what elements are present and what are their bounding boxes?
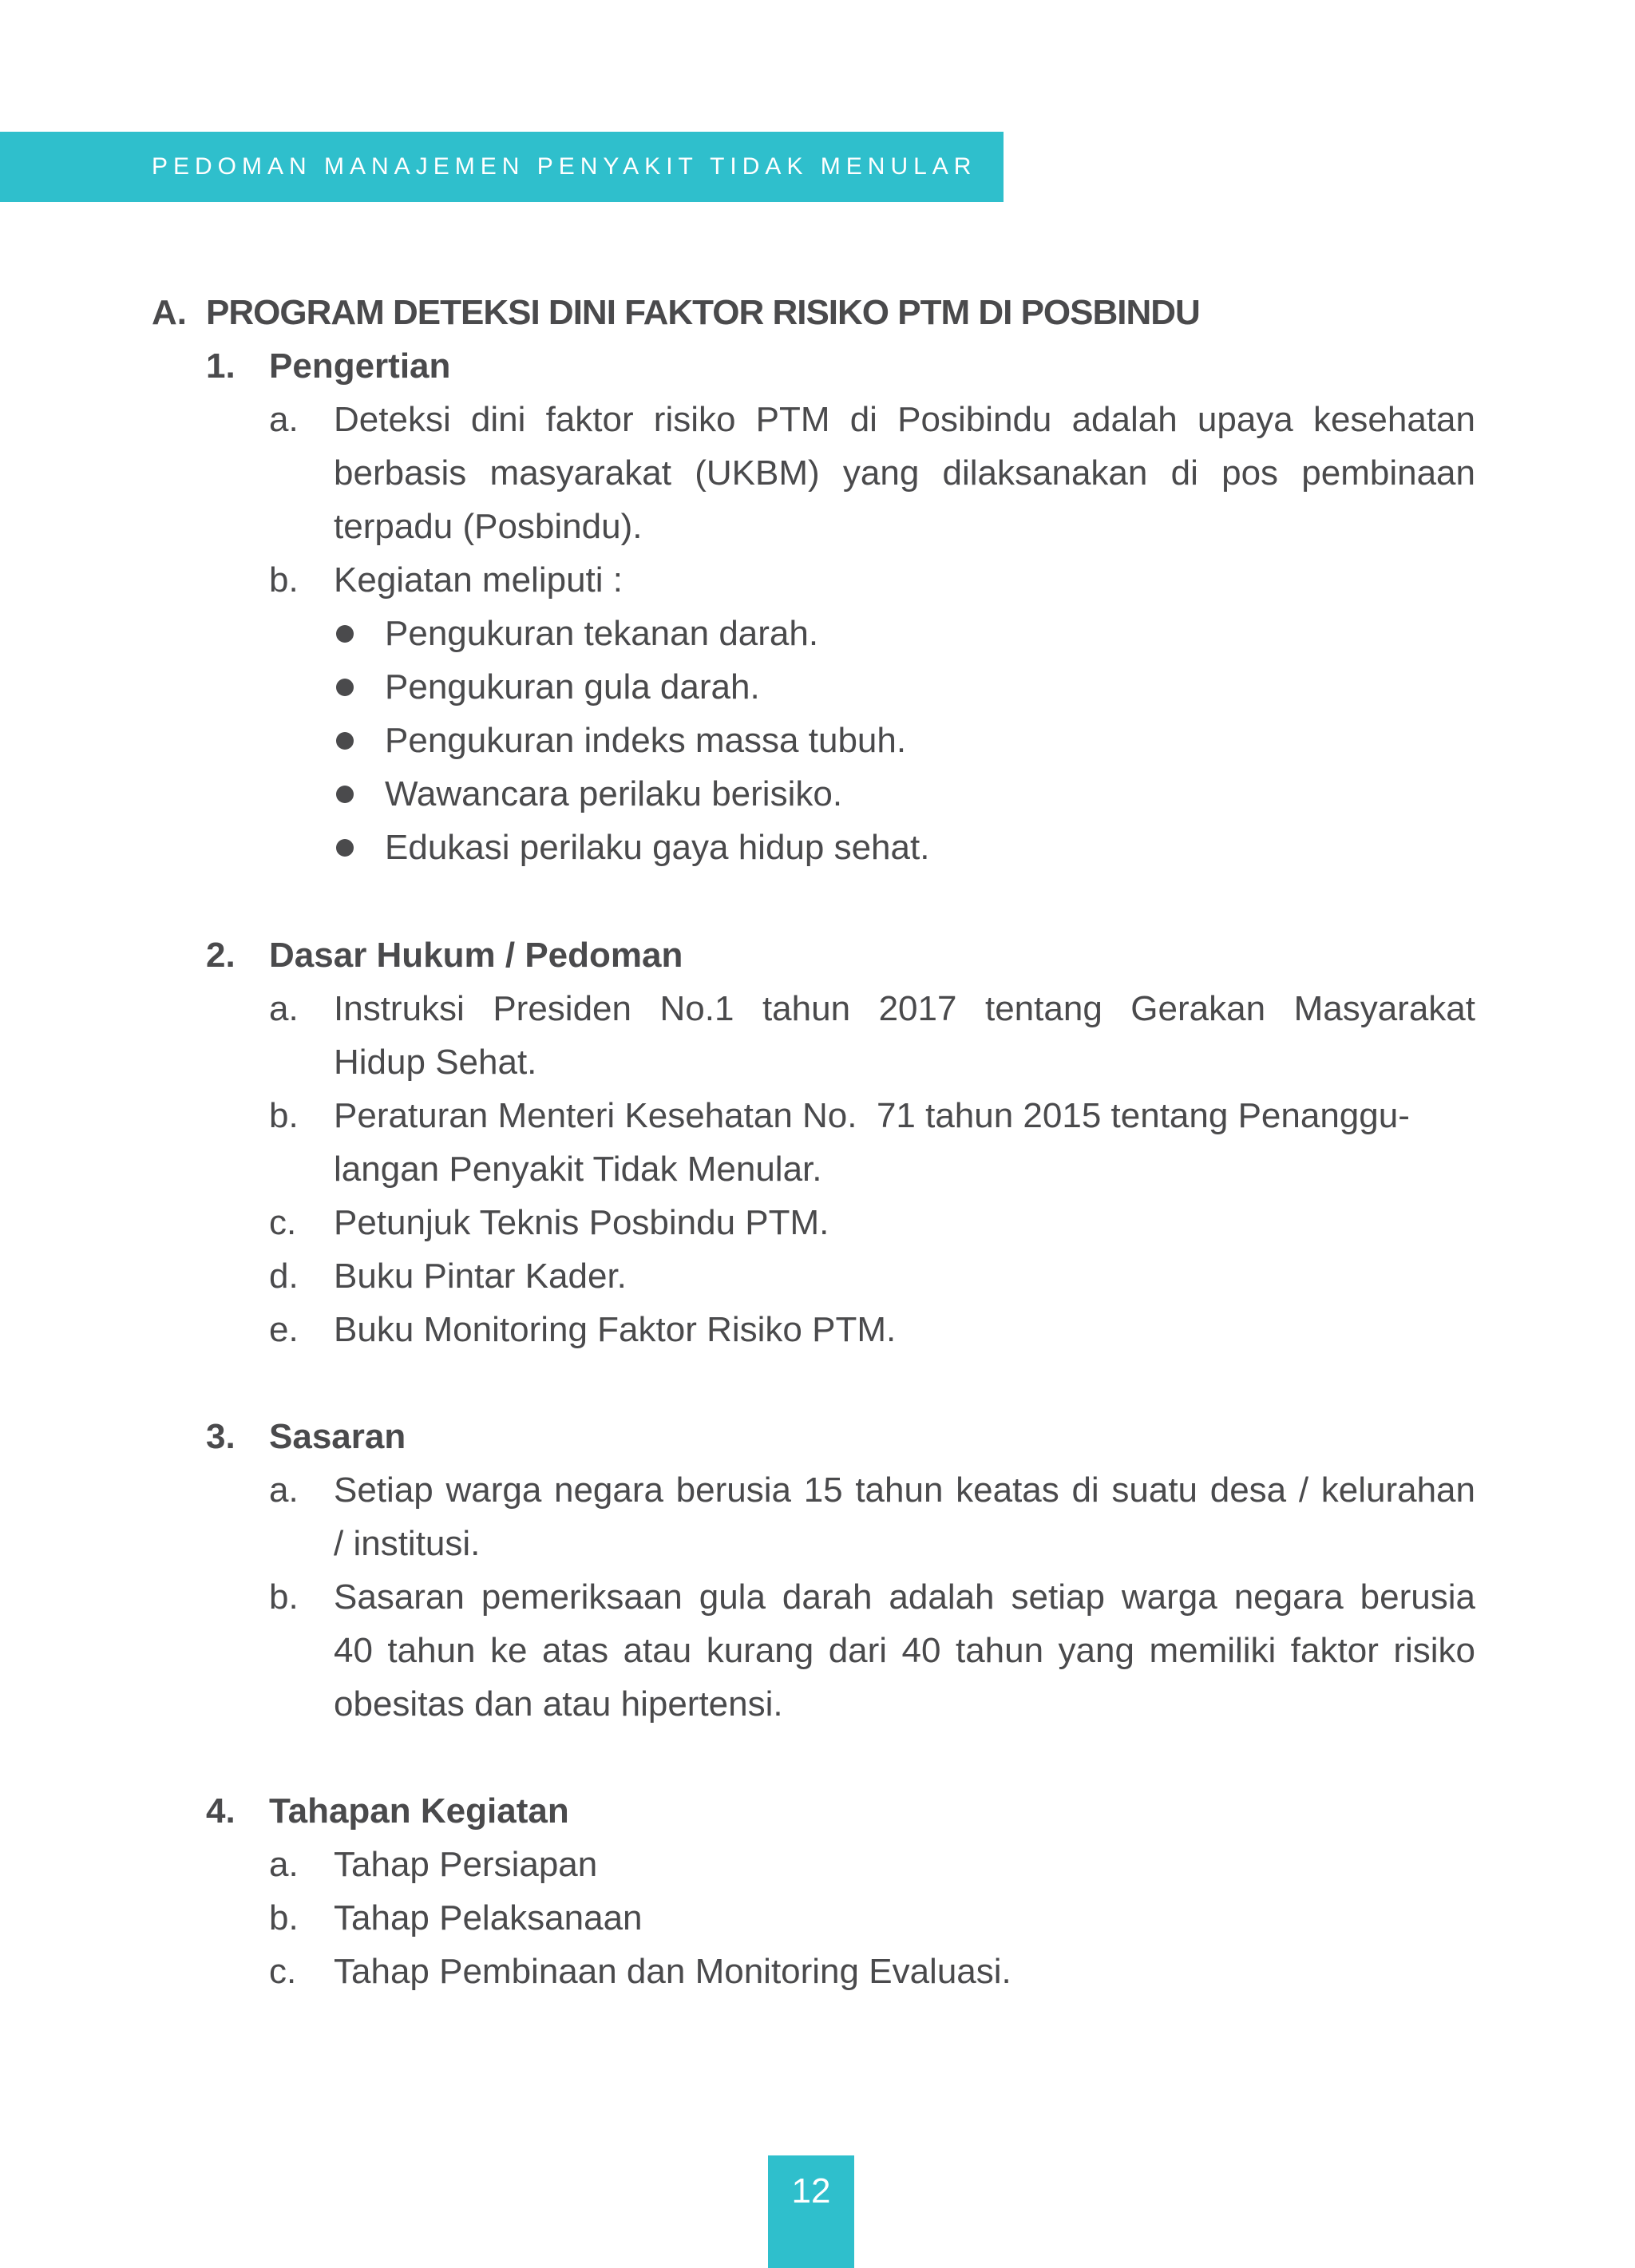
s3-b-line-3: obesitas dan atau hipertensi. [334,1684,783,1724]
page-number: 12 [791,2171,831,2211]
s4-c-marker: c. [269,1952,297,1991]
s3-b-marker: b. [269,1577,299,1617]
s3-title: Sasaran [269,1417,406,1456]
s2-e-text: Buku Monitoring Faktor Risiko PTM. [334,1310,897,1349]
s2-b-line-1: Peraturan Menteri Kesehatan No. 71 tahun 2015 tentang Penanggu- [334,1096,1410,1135]
s2-d-marker: d. [269,1257,299,1296]
s3-b-line-1: Sasaran pemeriksaan gula darah adalah setiap warga negara berusia [334,1577,1475,1617]
s4-a-text: Tahap Persiapan [334,1845,598,1884]
s2-a-line-2: Hidup Sehat. [334,1043,537,1082]
s1-number: 1. [206,346,236,386]
header-band [0,132,1004,202]
s3-a-line-2: / institusi. [334,1524,481,1563]
s2-e-marker: e. [269,1310,299,1349]
s3-a-line-1: Setiap warga negara berusia 15 tahun keatas di suatu desa / kelurahan [334,1470,1475,1510]
s2-d-text: Buku Pintar Kader. [334,1257,627,1296]
bullet-icon [336,786,354,803]
s1-b-marker: b. [269,560,299,600]
s4-title: Tahapan Kegiatan [269,1791,569,1831]
s1-bullet-2: Pengukuran gula darah. [385,667,760,707]
bullet-icon [336,839,354,857]
bullet-icon [336,679,354,696]
section-marker: A. [152,293,187,332]
s1-a-line-1: Deteksi dini faktor risiko PTM di Posibindu adalah upaya kesehatan [334,400,1475,439]
s1-bullet-1: Pengukuran tekanan darah. [385,614,819,653]
s1-a-line-2: berbasis masyarakat (UKBM) yang dilaksanakan di pos pembinaan [334,453,1475,493]
s3-b-line-2: 40 tahun ke atas atau kurang dari 40 tahun yang memiliki faktor risiko [334,1631,1475,1670]
s2-c-text: Petunjuk Teknis Posbindu PTM. [334,1203,829,1242]
s1-bullet-3: Pengukuran indeks massa tubuh. [385,721,907,760]
s2-number: 2. [206,936,236,975]
s2-title: Dasar Hukum / Pedoman [269,936,683,975]
page-number-box [768,2155,854,2268]
header-title: PEDOMAN MANAJEMEN PENYAKIT TIDAK MENULAR [152,153,977,180]
s1-a-line-3: terpadu (Posbindu). [334,507,643,546]
s4-b-text: Tahap Pelaksanaan [334,1898,643,1937]
s2-a-line-1: Instruksi Presiden No.1 tahun 2017 tentang Gerakan Masyarakat [334,989,1475,1028]
s4-number: 4. [206,1791,236,1831]
s3-a-marker: a. [269,1470,299,1510]
s1-b-text: Kegiatan meliputi : [334,560,623,600]
s4-c-text: Tahap Pembinaan dan Monitoring Evaluasi. [334,1952,1011,1991]
s1-a-marker: a. [269,400,299,439]
s2-c-marker: c. [269,1203,297,1242]
s2-b-marker: b. [269,1096,299,1135]
s3-number: 3. [206,1417,236,1456]
s1-bullet-4: Wawancara perilaku berisiko. [385,774,843,813]
s4-a-marker: a. [269,1845,299,1884]
s2-b-line-2: langan Penyakit Tidak Menular. [334,1150,822,1189]
s2-a-marker: a. [269,989,299,1028]
s1-title: Pengertian [269,346,451,386]
s1-bullet-5: Edukasi perilaku gaya hidup sehat. [385,828,930,867]
bullet-icon [336,625,354,643]
section-title: PROGRAM DETEKSI DINI FAKTOR RISIKO PTM DI POSBINDU [206,293,1200,332]
s4-b-marker: b. [269,1898,299,1937]
bullet-icon [336,732,354,750]
